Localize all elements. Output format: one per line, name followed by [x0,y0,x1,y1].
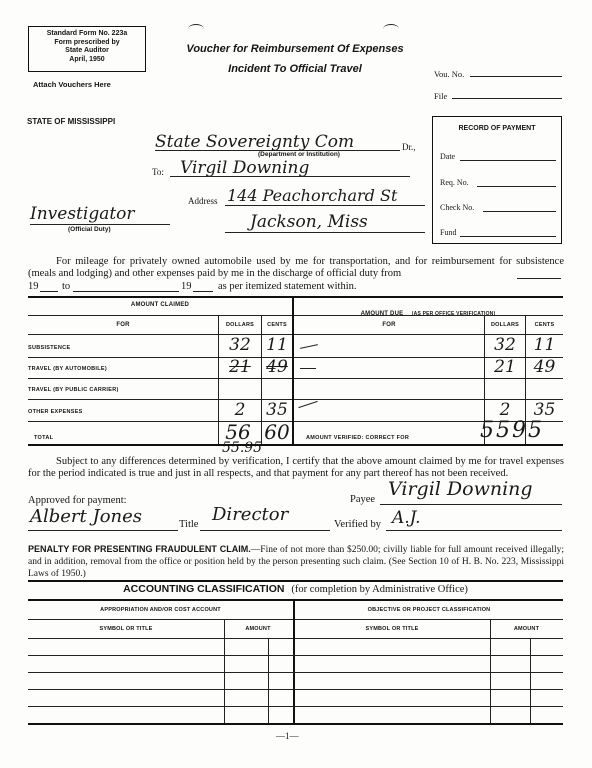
left-symbol-header: SYMBOL OR TITLE [99,626,153,632]
department-caption: (Department or Institution) [258,151,340,158]
state-label: STATE OF MISSISSIPPI [27,117,116,126]
travel-auto-claimed-dollars: 21 [229,357,251,377]
record-req-label: Req. No. [440,178,469,187]
payee-signature: Virgil Downing [388,478,533,500]
row-label-other-expenses: OTHER EXPENSES [28,409,83,415]
corrected-total: 55.95 [222,440,263,456]
record-of-payment-title: RECORD OF PAYMENT [458,125,536,132]
address-label: Address [188,196,218,206]
address-line1 [225,205,425,206]
period-to-year-field[interactable] [193,291,213,292]
title-line[interactable] [200,530,330,531]
approver-title: Director [212,504,289,525]
address-line1-handwritten: 144 Peachorchard St [227,186,398,205]
department-handwritten: State Sovereignty Com [155,132,355,152]
to-label: To: [152,167,164,177]
objective-header: OBJECTIVE OR PROJECT CLASSIFICATION [367,607,491,613]
period-from-line[interactable] [517,278,561,279]
payee-signature-line[interactable] [380,504,562,505]
appropriation-header: APPROPRIATION AND/OR COST ACCOUNT [100,607,221,613]
form-prescribed: Form prescribed by [54,38,120,46]
accounting-title-row [28,583,563,595]
record-check-field[interactable] [483,211,556,212]
official-duty-handwritten: Investigator [30,204,135,224]
amount-due-note: (AS PER OFFICE VERIFICATION) [411,311,496,317]
record-date-label: Date [440,152,456,161]
form-number: Standard Form No. 223a [46,30,128,37]
right-amount-header: AMOUNT [513,626,540,632]
official-duty-caption: (Official Duty) [68,226,111,233]
right-symbol-header: SYMBOL OR TITLE [365,626,419,632]
subsistence-tick-mark [300,344,318,349]
left-cents-column-line [268,638,269,724]
other-due-cents: 35 [533,400,556,420]
subsistence-claimed-cents: 11 [266,335,288,355]
approver-signature-line[interactable] [28,530,178,531]
official-duty-line [30,224,170,225]
verified-label: AMOUNT VERIFIED: CORRECT FOR [306,435,410,441]
period-year-prefix: 19 [181,281,192,292]
penalty-text: —Fine of not more than $250.00; civilly liable for full amount received illegally; and in addition, removal from the office or position held by the person presenting such claim. (See Section 10 of H. B. No. 223, Mississippi Laws of 1950.) [28,545,564,579]
row-label-travel-public: TRAVEL (BY PUBLIC CARRIER) [28,387,119,393]
verified-by-label: Verified by [334,519,381,530]
other-claimed-cents: 35 [266,400,288,420]
title-label: Title [179,519,199,530]
penalty-heading: PENALTY FOR PRESENTING FRAUDULENT CLAIM. [28,544,251,554]
amount-claimed-header: AMOUNT CLAIMED [130,302,190,308]
verifier-initials: A.J. [392,508,421,528]
standard-form-box [28,26,146,72]
claimed-cents-header: CENTS [267,322,287,328]
left-amount-header: AMOUNT [245,626,271,632]
due-dollars-header: DOLLARS [491,322,519,328]
other-tick-mark [298,401,317,408]
accounting-row-line-2[interactable] [28,672,563,673]
total-claimed-dollars: 56 [225,420,251,444]
travel-auto-due-cents: 49 [533,357,556,377]
row-label-travel-auto: TRAVEL (BY AUTOMOBILE) [28,366,108,372]
attach-vouchers-note: Attach Vouchers Here [33,80,111,89]
other-claimed-dollars: 2 [234,400,246,420]
record-req-field[interactable] [477,186,556,187]
amount-due-header: AMOUNT DUE [360,311,404,317]
accounting-top-border [28,580,563,582]
approver-signature: Albert Jones [30,506,143,527]
record-check-label: Check No. [440,203,475,212]
table-top-border [28,296,563,298]
penalty-paragraph [28,543,564,580]
accounting-subtitle: (for completion by Administrative Office) [291,584,468,595]
accounting-bottom-border [28,723,563,725]
row-label-total: TOTAL [34,435,54,441]
voucher-subtitle: Incident To Official Travel [228,63,362,75]
verified-by-line[interactable] [386,530,562,531]
travel-auto-claimed-cents: 49 [266,357,288,377]
total-claimed-cents: 60 [264,420,290,444]
record-fund-field[interactable] [460,236,556,237]
address-line2-handwritten: Jackson, Miss [250,212,368,232]
accounting-title: ACCOUNTING CLASSIFICATION [123,583,285,595]
amount-due-header-group [293,302,563,320]
file-field[interactable] [452,98,562,99]
travel-auto-due-dollars: 21 [494,357,516,377]
claimed-dollars-header: DOLLARS [226,322,254,328]
record-fund-label: Fund [440,228,457,237]
vou-no-label: Vou. No. [434,69,465,79]
subsistence-due-dollars: 32 [494,335,516,355]
table-column-header-divider [28,334,563,335]
certification-text: Subject to any differences determined by verification, I certify that the above amount claimed by me for travel expenses for the period indicated is true and just in all respects, and that payment for any part thereof has not been received. [28,456,564,479]
period-suffix: as per itemized statement within. [218,281,357,292]
dr-label: Dr., [402,142,416,152]
payee-label: Payee [350,494,376,505]
right-cents-column-line [530,638,531,724]
page-number: —1— [276,731,299,741]
accounting-header-divider [28,619,563,620]
vou-no-field[interactable] [470,76,562,77]
accounting-title-divider [28,599,563,601]
file-label: File [434,91,448,101]
other-due-dollars: 2 [499,400,511,420]
form-date: April, 1950 [69,55,105,63]
accounting-row-line-4[interactable] [28,706,563,707]
payee-name-handwritten: Virgil Downing [180,158,310,178]
row-label-subsistence: SUBSISTENCE [28,345,71,351]
accounting-row-line-3[interactable] [28,689,563,690]
due-cents-header: CENTS [534,322,555,328]
binder-hole-left-mark [188,24,204,34]
accounting-row-line-1[interactable] [28,655,563,656]
verified-amount: 5595 [480,418,544,443]
record-date-field[interactable] [460,160,556,161]
row-divider-3 [28,399,563,400]
period-from-year-field[interactable] [40,291,58,292]
approved-label: Approved for payment: [28,495,127,506]
period-from-prefix: 19 [28,281,39,292]
subsistence-due-cents: 11 [533,335,556,355]
period-to-label: to [62,281,71,292]
mileage-statement: For mileage for privately owned automobile used by me for transportation, and for reimbursement for subsistence (meals and lodging) and other expenses paid by me in the discharge of official duty from [28,256,564,279]
period-to-field[interactable] [73,291,179,292]
subsistence-claimed-dollars: 32 [229,335,251,355]
row-divider-2 [28,378,563,379]
travel-auto-tick-mark [300,368,316,369]
row-divider-1 [28,357,563,358]
form-authority: State Auditor [65,47,109,54]
binder-hole-right-mark [383,24,399,34]
payee-name-line [170,176,410,177]
voucher-title: Voucher for Reimbursement Of Expenses [186,43,404,55]
address-line2 [225,232,425,233]
due-for-header: FOR [382,322,396,328]
claimed-for-header: FOR [116,322,130,328]
accounting-column-header-divider [28,638,563,639]
table-bottom-border [28,444,563,446]
